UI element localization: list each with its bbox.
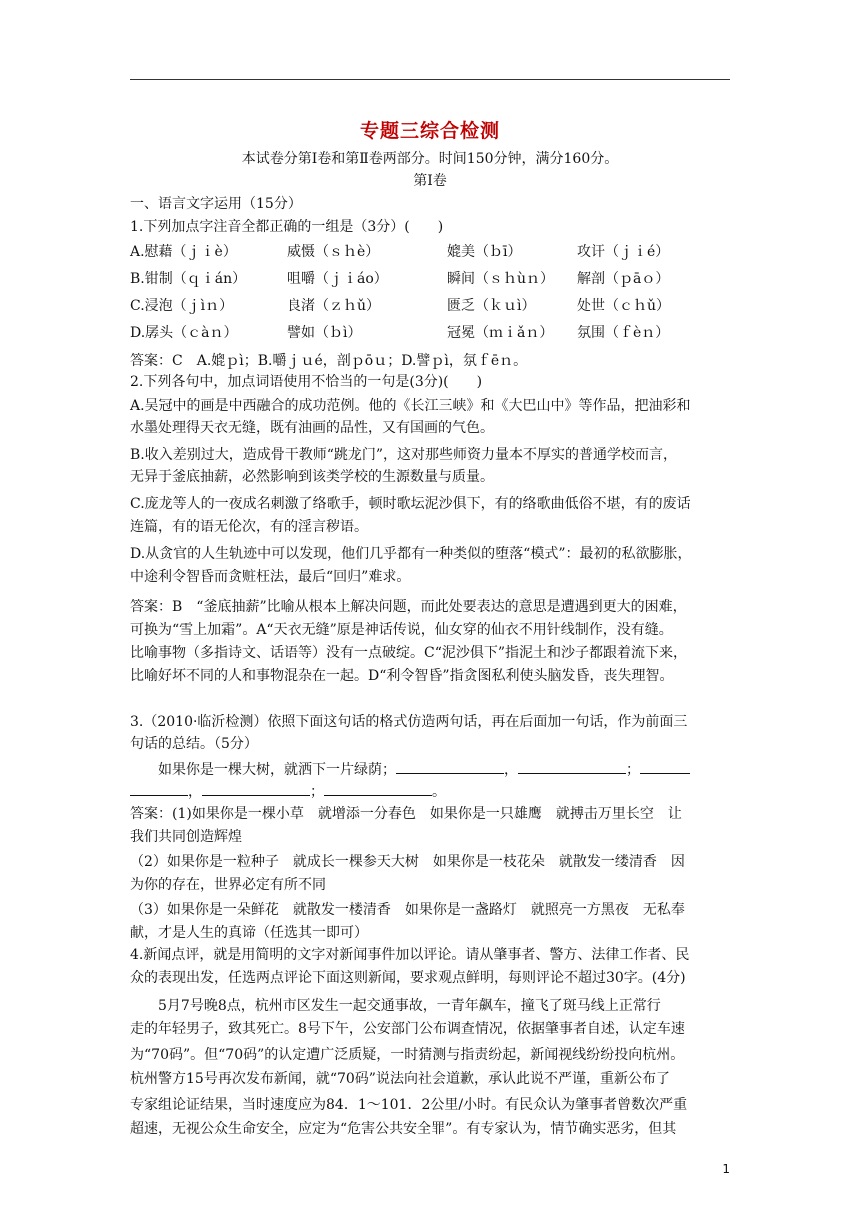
option-cell: 冠冕（ｍｉǎｎ） — [447, 325, 554, 341]
question-2-line: B.收入差别过大，造成骨干教师“跳龙门”，这对那些师资力量本不厚实的普通学校而言， — [130, 447, 678, 463]
answer-blank[interactable] — [130, 781, 188, 796]
blank-separator: ； — [626, 762, 640, 778]
option-cell: 媲美（ｂī） — [447, 244, 522, 260]
option-row-b — [130, 270, 730, 288]
question-3-answer-line: （2）如果你是一粒种子 就成长一棵参天大树 如果你是一枝花朵 就散发一缕清香 因 — [130, 854, 685, 870]
question-4-line: 4.新闻点评，就是用简明的文字对新闻事件加以评论。请从肇事者、警方、法律工作者、民 — [130, 947, 690, 963]
question-2-line: 水墨处理得天衣无缝，既有油画的品性，又有国画的气色。 — [130, 420, 494, 436]
option-cell: 良渚（ｚｈǔ） — [287, 298, 381, 314]
page-title: 专题三综合检测 — [359, 120, 500, 142]
question-2-line: A.吴冠中的画是中西融合的成功范例。他的《长江三峡》和《大巴山中》等作品，把油彩和 — [130, 398, 691, 414]
answer-blank[interactable] — [324, 781, 432, 796]
option-cell: 处世（ｃｈǔ） — [577, 298, 671, 314]
section-heading: 一、语言文字运用（15分） — [130, 196, 302, 212]
option-row-c — [130, 297, 730, 315]
question-2-line: 无异于釜底抽薪，必然影响到该类学校的生源数量与质量。 — [130, 469, 494, 485]
question-2-line: D.从贪官的人生轨迹中可以发现，他们几乎都有一种类似的堕落“模式”：最初的私欲膨胀， — [130, 546, 692, 562]
question-3-fill-line-1 — [130, 759, 690, 779]
question-2-answer-line: 答案：B “釜底抽薪”比喻从根本上解决问题，而此处要表达的意思是遭遇到更大的困难， — [130, 599, 687, 615]
option-cell: 解剖（ｐāｏ） — [577, 271, 670, 287]
option-cell: 匮乏（ｋｕì） — [447, 298, 536, 314]
question-2-answer-line: 比喻好坏不同的人和事物混杂在一起。D“利令智昏”指贪图私利使头脑发昏，丧失理智。 — [130, 668, 674, 684]
option-cell: A.慰藉（ｊｉè） — [130, 244, 237, 260]
option-row-a — [130, 243, 730, 261]
answer-blank[interactable] — [518, 759, 626, 774]
news-text-line: 为“70码”。但“70码”的认定遭广泛质疑，一时猜测与指责纷起，新闻视线纷纷投向杭州。 — [130, 1047, 685, 1063]
exam-intro: 本试卷分第Ⅰ卷和第Ⅱ卷两部分。时间150分钟，满分160分。 — [241, 151, 619, 167]
question-3-prompt: 如果你是一棵大树，就洒下一片绿荫； — [158, 762, 396, 778]
question-3-stem-line: 句话的总结。（5分） — [130, 736, 258, 752]
header-rule — [130, 79, 730, 80]
option-cell: 咀嚼（ｊｉáo） — [287, 271, 388, 287]
answer-blank[interactable] — [396, 759, 504, 774]
option-cell: 攻讦（ｊｉé） — [577, 244, 670, 260]
blank-separator: ， — [504, 762, 518, 778]
volume-heading: 第Ⅰ卷 — [413, 173, 447, 189]
option-cell: 瞬间（ｓｈùｎ） — [447, 271, 555, 287]
question-3-answer-line: 为你的存在，世界必定有所不同 — [130, 877, 326, 893]
question-4-line: 众的表现出发，任选两点评论下面这则新闻，要求观点鲜明，每则评论不超过30字。(4分) — [130, 970, 686, 986]
news-text-line: 5月7号晚8点，杭州市区发生一起交通事故，一青年飙车，撞飞了斑马线上正常行 — [130, 998, 661, 1014]
option-cell: 氛围（ｆèｎ） — [577, 325, 670, 341]
answer-blank[interactable] — [640, 759, 690, 774]
option-cell: D.孱头（ｃàｎ） — [130, 325, 238, 341]
option-cell: C.浸泡（ｊìｎ） — [130, 298, 234, 314]
question-3-answer-line: 答案：(1)如果你是一棵小草 就增添一分春色 如果你是一只雄鹰 就搏击万里长空 让 — [130, 806, 682, 822]
question-2-line: C.庞龙等人的一夜成名刺激了络歌手，顿时歌坛泥沙俱下，有的络歌曲低俗不堪，有的废话 — [130, 496, 691, 512]
question-2-line: 连篇，有的语无伦次，有的淫言秽语。 — [130, 519, 368, 535]
option-cell: 譬如（ｂì） — [287, 325, 362, 341]
question-2-line: 中途利令智昏而贪赃枉法，最后“回归”难求。 — [130, 569, 411, 585]
news-text-line: 走的年轻男子，致其死亡。8号下午，公安部门公布调查情况，依据肇事者自述，认定车速 — [130, 1021, 685, 1037]
blank-separator: ， — [188, 784, 202, 800]
option-row-d — [130, 324, 730, 342]
option-cell: B.钳制（ｑｉán） — [130, 271, 247, 287]
news-text-line: 专家组论证结果，当时速度应为84．1～101．2公里/小时。有民众认为肇事者曾数次严重 — [130, 1097, 688, 1113]
blank-separator: ； — [310, 784, 324, 800]
question-2-stem: 2.下列各句中，加点词语使用不恰当的一句是(3分)( ) — [130, 374, 483, 390]
option-cell: 威慑（ｓｈè） — [287, 244, 380, 260]
answer-blank[interactable] — [202, 781, 310, 796]
question-2-answer-line: 可换为“雪上加霜”。A“天衣无缝”原是神话传说，仙女穿的仙衣不用针线制作，没有缝。 — [130, 622, 673, 638]
question-1-stem: 1.下列加点字注音全都正确的一组是（3分）( ) — [130, 219, 444, 235]
news-text-line: 超速，无视公众生命安全，应定为“危害公共安全罪”。有专家认为，情节确实恶劣，但其 — [130, 1121, 677, 1137]
question-3-answer-line: 献，才是人生的真谛（任选其一即可） — [130, 925, 368, 941]
question-3-stem-line: 3.（2010·临沂检测）依照下面这句话的格式仿造两句话，再在后面加一句话，作为前面三 — [130, 714, 688, 730]
page-number: 1 — [722, 1162, 730, 1176]
question-2-answer-line: 比喻事物（多指诗文、话语等）没有一点破绽。C“泥沙俱下”指泥土和沙子都跟着流下来， — [130, 645, 688, 661]
question-3-fill-line-2 — [130, 781, 446, 801]
question-1-answer: 答案：C A.媲ｐì；B.嚼ｊｕé，剖ｐōｕ；D.譬ｐì，氛ｆēｎ。 — [130, 353, 528, 369]
news-text-line: 杭州警方15号再次发布新闻，就“70码”说法向社会道歉，承认此说不严谨，重新公布了 — [130, 1071, 670, 1087]
blank-end: 。 — [432, 784, 446, 800]
question-3-answer-line: （3）如果你是一朵鲜花 就散发一楼清香 如果你是一盏路灯 就照亮一方黑夜 无私奉 — [130, 902, 685, 918]
question-3-answer-line: 我们共同创造辉煌 — [130, 829, 242, 845]
